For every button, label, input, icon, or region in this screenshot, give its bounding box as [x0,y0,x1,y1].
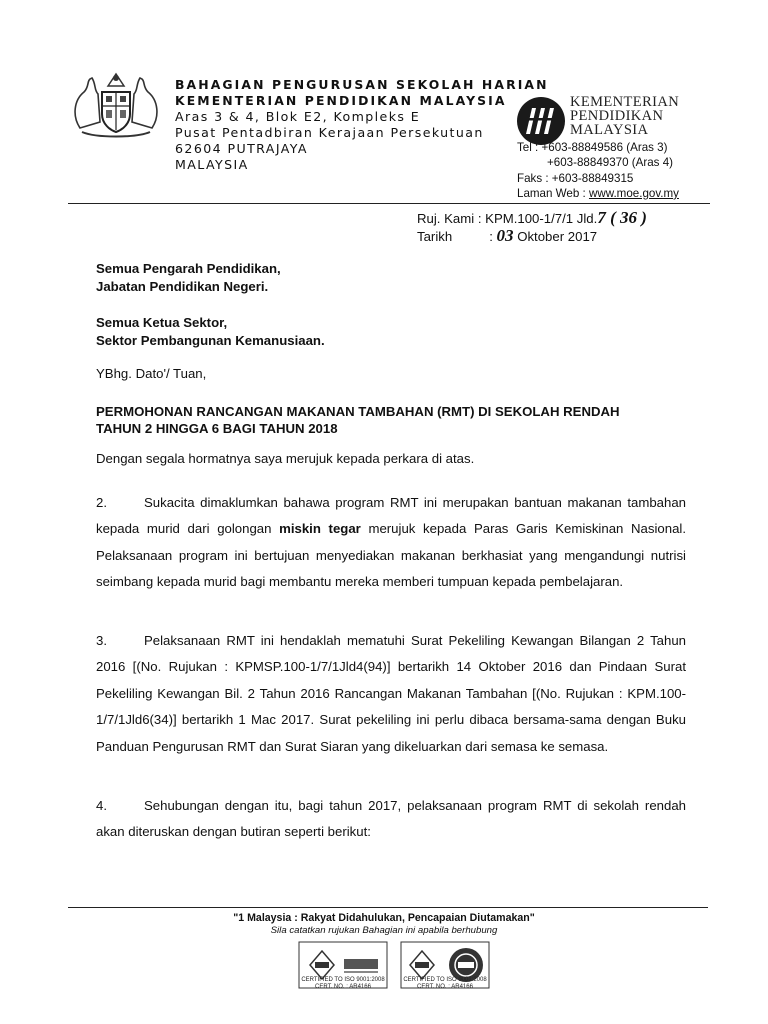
moe-logo-icon [516,96,566,146]
date-month-year: Oktober 2017 [517,229,598,244]
cert-caption: CERTIFIED TO ISO 9001:2008 CERT. NO. : AR4166 [301,977,385,990]
recipient-block: Semua Pengarah Pendidikan, Jabatan Pendidikan Negeri. [96,261,281,294]
recipient-block: Semua Ketua Sektor, Sektor Pembangunan Kemanusiaan. [96,315,325,348]
contact-fax: Faks : +603-88849315 [517,171,634,185]
date-label: Tarikh [417,229,453,244]
paragraph-2: 2. Sukacita dimaklumkan bahawa program RMT ini merupakan bantuan makanan tambahan kepada murid dari golongan miskin tegar merujuk kepada Paras Garis Kemiskinan Nasional. Pelaksanaan program ini bertujuan menyediakan makanan berkhasiat yang mengandungi nutrisi seimbang kepada murid bagi membantu mereka memberi tumpuan kepada pembelajaran. [96,495,686,590]
paragraph-4: 4. Sehubungan dengan itu, bagi tahun 2017, pelaksanaan program RMT di sekolah rendah akan diteruskan dengan butiran seperti berikut: [96,798,686,840]
contact-block [517,140,679,201]
contact-tel: Tel : +603-88849586 (Aras 3) [517,141,668,154]
letterhead-ministry: KEMENTERIAN PENDIDIKAN MALAYSIA [175,93,507,108]
footer-note: Sila catatkan rujukan Bahagian ini apabila berhubung [270,925,498,936]
footer-motto: "1 Malaysia : Rakyat Didahulukan, Pencapaian Diutamakan" [233,912,535,924]
header-divider [68,203,710,204]
intro-paragraph: Dengan segala hormatnya saya merujuk kepada perkara di atas. [96,451,475,466]
letterhead-address-line: Aras 3 & 4, Blok E2, Kompleks E [175,109,421,124]
reference-block: Ruj. Kami : KPM.100-1/7/1 Jld.7 ( 36 ) Tarikh : 03 Oktober 2017 [417,208,647,245]
letterhead-address-line: Pusat Pentadbiran Kerajaan Persekutuan [175,125,484,140]
coat-of-arms-icon [66,70,166,138]
reference-handwritten: 7 ( 36 ) [597,208,647,227]
salutation: YBhg. Dato'/ Tuan, [96,366,207,381]
contact-web: Laman Web : www.moe.gov.my [517,186,679,200]
cert-caption: CERTIFIED TO ISO 9001:2008 CERT. NO. : AR4166 [403,977,487,990]
footer-divider [68,907,708,908]
letterhead-division: BAHAGIAN PENGURUSAN SEKOLAH HARIAN [175,77,549,92]
date-day-handwritten: 03 [496,226,514,245]
letterhead-address-line: 62604 PUTRAJAYA [175,141,308,156]
website-link[interactable]: www.moe.gov.my [588,186,679,200]
paragraph-3: 3. Pelaksanaan RMT ini hendaklah mematuhi Surat Pekeliling Kewangan Bilangan 2 Tahun 2016 [(No. Rujukan : KPMSP.100-1/7/1Jld4(94)] bertarikh 14 Oktober 2016 dan Pindaan Surat Pekeliling Kewangan Bil. 2 Tahun 2016 Rancangan Makanan Tambahan [(No. Rujukan : KPM.100-1/7/1Jld6(34)] bertarikh 1 Mac 2017. Surat pekeliling ini perlu dibaca bersama-sama dengan Buku Panduan Pengurusan RMT dan Surat Siaran yang dikeluarkan dari semasa ke semasa. [96,633,686,754]
letter-subject: PERMOHONAN RANCANGAN MAKANAN TAMBAHAN (RMT) DI SEKOLAH RENDAH TAHUN 2 HINGGA 6 BAGI TAHUN 2018 [96,404,620,436]
reference-number: Ruj. Kami : KPM.100-1/7/1 Jld. [417,211,598,226]
moe-logo-text: KEMENTERIAN PENDIDIKAN MALAYSIA [570,94,680,138]
letterhead-address-line: MALAYSIA [175,157,249,172]
contact-tel: +603-88849370 (Aras 4) [547,156,674,170]
